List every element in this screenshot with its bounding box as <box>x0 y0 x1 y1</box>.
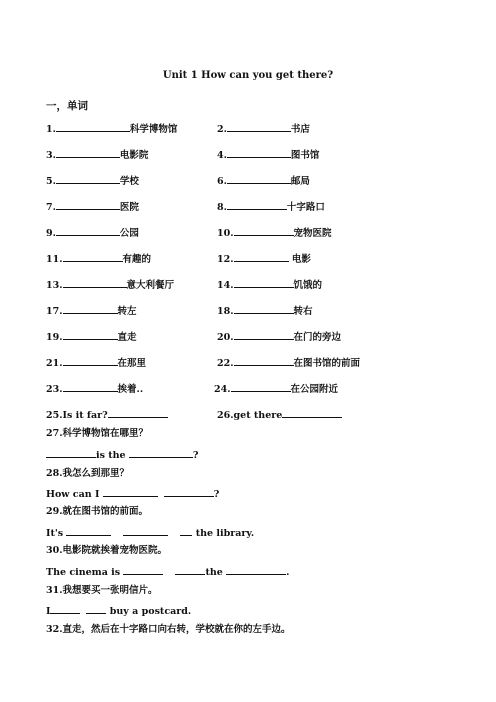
question-31-prompt: 31.我想要买一张明信片。 <box>46 585 158 596</box>
vocab-item: 3. 电影院 <box>46 150 149 161</box>
vocab-item: 9. 公园 <box>46 228 139 239</box>
answer-blank[interactable] <box>175 565 205 575</box>
answer-blank[interactable] <box>86 604 106 614</box>
answer-blank[interactable] <box>234 330 294 340</box>
answer-blank[interactable] <box>123 526 168 536</box>
question-30-answer: The cinema is the . <box>46 567 290 578</box>
question-29-answer: It's the library. <box>46 528 255 539</box>
answer-blank[interactable] <box>227 200 287 210</box>
vocab-item: 14. 饥饿的 <box>217 280 323 291</box>
answer-blank[interactable] <box>66 526 111 536</box>
question-28-prompt: 28.我怎么到那里？ <box>46 468 130 479</box>
vocab-item: 4. 图书馆 <box>217 150 320 161</box>
answer-blank[interactable] <box>227 174 291 184</box>
question-25: 25.Is it far? <box>46 408 168 422</box>
section-heading: 一，单词 <box>46 100 88 112</box>
question-26: 26.get there <box>217 408 342 422</box>
question-31-answer: I buy a postcard. <box>46 606 192 617</box>
answer-blank[interactable] <box>226 565 286 575</box>
answer-blank[interactable] <box>227 122 291 132</box>
vocab-item: 7. 医院 <box>46 202 139 213</box>
answer-blank[interactable] <box>234 356 294 366</box>
question-28-answer: How can I ? <box>46 489 220 500</box>
vocab-item: 11. 有趣的 <box>46 254 152 265</box>
vocab-item: 10. 宠物医院 <box>217 228 332 239</box>
vocab-item: 22. 在图书馆的前面 <box>217 358 361 369</box>
vocab-item: 18. 转右 <box>217 306 313 317</box>
question-27-answer: is the ? <box>46 448 199 462</box>
question-29-prompt: 29.就在图书馆的前面。 <box>46 506 149 517</box>
answer-blank[interactable] <box>227 148 291 158</box>
vocab-item: 17. 转左 <box>46 306 137 317</box>
answer-blank[interactable] <box>63 304 118 314</box>
vocab-item: 5. 学校 <box>46 176 139 187</box>
answer-blank[interactable] <box>46 448 96 458</box>
answer-blank[interactable] <box>56 174 120 184</box>
answer-blank[interactable] <box>108 408 168 418</box>
answer-blank[interactable] <box>56 226 120 236</box>
answer-blank[interactable] <box>123 565 163 575</box>
answer-blank[interactable] <box>234 226 294 236</box>
vocab-item: 19. 直走 <box>46 332 137 343</box>
question-27-prompt: 27.科学博物馆在哪里？ <box>46 428 149 439</box>
question-32-prompt: 32.直走，然后在十字路口向右转，学校就在你的左手边。 <box>46 624 291 635</box>
answer-blank[interactable] <box>234 252 289 262</box>
vocab-item: 23. 挨着.. <box>46 384 144 395</box>
answer-blank[interactable] <box>180 526 192 536</box>
answer-blank[interactable] <box>63 252 123 262</box>
vocab-item: 13. 意大利餐厅 <box>46 280 175 291</box>
answer-blank[interactable] <box>63 330 118 340</box>
vocab-item: 24. 在公园附近 <box>214 384 339 395</box>
question-30-prompt: 30.电影院就挨着宠物医院。 <box>46 545 168 556</box>
answer-blank[interactable] <box>231 382 291 392</box>
answer-blank[interactable] <box>63 382 118 392</box>
answer-blank[interactable] <box>56 122 130 132</box>
answer-blank[interactable] <box>164 487 214 497</box>
answer-blank[interactable] <box>63 356 118 366</box>
vocab-item: 2. 书店 <box>217 124 310 135</box>
answer-blank[interactable] <box>50 604 80 614</box>
answer-blank[interactable] <box>56 148 120 158</box>
vocab-item: 21. 在那里 <box>46 358 147 369</box>
answer-blank[interactable] <box>63 278 127 288</box>
vocab-item: 20. 在门的旁边 <box>217 332 342 343</box>
answer-blank[interactable] <box>234 304 294 314</box>
answer-blank[interactable] <box>129 448 193 458</box>
answer-blank[interactable] <box>56 200 120 210</box>
worksheet-title: Unit 1 How can you get there? <box>162 70 334 81</box>
answer-blank[interactable] <box>282 408 342 418</box>
vocab-item: 1. 科学博物馆 <box>46 124 178 135</box>
answer-blank[interactable] <box>234 278 294 288</box>
vocab-item: 12. 电影 <box>217 254 311 265</box>
vocab-item: 6. 邮局 <box>217 176 310 187</box>
answer-blank[interactable] <box>103 487 158 497</box>
vocab-item: 8. 十字路口 <box>217 202 325 213</box>
